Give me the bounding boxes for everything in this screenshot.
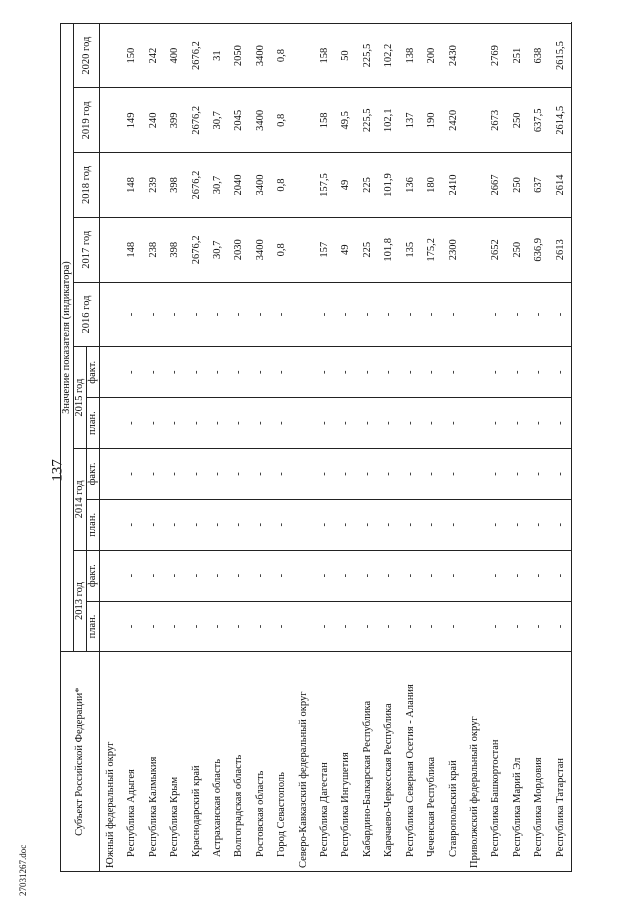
- table-row: [400, 22, 421, 872]
- region-name: Республика Ингушетия: [335, 652, 356, 872]
- value-cell-2019: 49,5: [335, 88, 356, 153]
- empty-dash-cell: -: [207, 282, 228, 347]
- region-name: Республика Северная Осетия - Алания: [400, 652, 421, 872]
- value-cell-2018: 2040: [228, 153, 249, 218]
- value-cell-2018: 180: [421, 153, 442, 218]
- empty-dash-cell: -: [421, 601, 442, 652]
- table-row: [121, 22, 142, 872]
- value-cell-2017: 2030: [228, 217, 249, 282]
- empty-dash-cell: -: [507, 601, 528, 652]
- empty-dash-cell: -: [164, 449, 185, 500]
- value-cell-2019: 2420: [443, 88, 464, 153]
- empty-dash-cell: -: [528, 601, 549, 652]
- table-row: [143, 22, 164, 872]
- empty-dash-cell: -: [485, 499, 506, 550]
- empty-dash-cell: -: [507, 398, 528, 449]
- empty-dash-cell: -: [271, 499, 292, 550]
- value-cell-2020: 225,5: [357, 23, 378, 88]
- value-cell-2019: 149: [121, 88, 142, 153]
- value-cell-2018: 3400: [250, 153, 271, 218]
- value-cell-2017: 2613: [550, 217, 572, 282]
- year-header-2018: 2018 год: [74, 153, 100, 218]
- empty-dash-cell: -: [528, 347, 549, 398]
- indicator-table: [60, 22, 572, 872]
- table-row: [550, 22, 572, 872]
- region-name: Республика Марий Эл: [507, 652, 528, 872]
- empty-dash-cell: -: [121, 398, 142, 449]
- year-header-2016: 2016 год: [74, 282, 100, 347]
- region-name: Республика Крым: [164, 652, 185, 872]
- value-cell-2019: 0,8: [271, 88, 292, 153]
- empty-dash-cell: -: [207, 601, 228, 652]
- empty-dash-cell: -: [121, 347, 142, 398]
- empty-dash-cell: -: [121, 499, 142, 550]
- footer-doc-code: 27031267.doc: [18, 844, 28, 896]
- value-cell-2020: 102,2: [378, 23, 399, 88]
- value-cell-2019: 102,1: [378, 88, 399, 153]
- empty-dash-cell: -: [528, 449, 549, 500]
- table-row: [378, 22, 399, 872]
- table-row: [485, 22, 506, 872]
- empty-dash-cell: -: [271, 601, 292, 652]
- empty-dash-cell: -: [228, 550, 249, 601]
- value-cell-2020: 2615,5: [550, 23, 572, 88]
- table-row: [228, 22, 249, 872]
- empty-dash-cell: -: [314, 398, 335, 449]
- empty-dash-cell: -: [250, 282, 271, 347]
- value-cell-2018: 157,5: [314, 153, 335, 218]
- empty-dash-cell: -: [207, 550, 228, 601]
- value-cell-2018: 49: [335, 153, 356, 218]
- value-cell-2018: 2410: [443, 153, 464, 218]
- empty-dash-cell: -: [378, 282, 399, 347]
- value-cell-2018: 2667: [485, 153, 506, 218]
- empty-dash-cell: -: [335, 347, 356, 398]
- empty-dash-cell: -: [335, 449, 356, 500]
- empty-dash-cell: -: [485, 347, 506, 398]
- empty-dash-cell: -: [121, 550, 142, 601]
- empty-dash-cell: -: [357, 550, 378, 601]
- empty-dash-cell: -: [550, 601, 572, 652]
- empty-dash-cell: -: [250, 601, 271, 652]
- empty-dash-cell: -: [207, 347, 228, 398]
- empty-dash-cell: -: [378, 499, 399, 550]
- value-cell-2018: 136: [400, 153, 421, 218]
- region-name: Кабардино-Балкарская Республика: [357, 652, 378, 872]
- empty-dash-cell: -: [443, 601, 464, 652]
- table-row: [207, 22, 228, 872]
- value-cell-2020: 200: [421, 23, 442, 88]
- empty-dash-cell: -: [507, 347, 528, 398]
- value-cell-2017: 398: [164, 217, 185, 282]
- district-row: [464, 22, 485, 872]
- empty-dash-cell: -: [250, 347, 271, 398]
- empty-dash-cell: -: [335, 499, 356, 550]
- empty-dash-cell: -: [421, 550, 442, 601]
- table-row: [186, 22, 207, 872]
- value-cell-2018: 0,8: [271, 153, 292, 218]
- year-header-2014: 2014 год: [74, 449, 87, 551]
- empty-dash-cell: -: [207, 449, 228, 500]
- empty-dash-cell: -: [207, 398, 228, 449]
- empty-dash-cell: -: [421, 449, 442, 500]
- empty-dash-cell: -: [550, 398, 572, 449]
- value-cell-2019: 2673: [485, 88, 506, 153]
- value-cell-2017: 30,7: [207, 217, 228, 282]
- value-cell-2017: 250: [507, 217, 528, 282]
- empty-dash-cell: -: [164, 499, 185, 550]
- value-cell-2017: 225: [357, 217, 378, 282]
- value-cell-2020: 242: [143, 23, 164, 88]
- region-name: Республика Мордовия: [528, 652, 549, 872]
- value-cell-2020: 50: [335, 23, 356, 88]
- table-body: [100, 22, 572, 872]
- empty-dash-cell: -: [121, 601, 142, 652]
- table-row: [250, 22, 271, 872]
- value-cell-2019: 3400: [250, 88, 271, 153]
- empty-dash-cell: -: [228, 347, 249, 398]
- value-cell-2018: 637: [528, 153, 549, 218]
- empty-dash-cell: -: [186, 550, 207, 601]
- value-cell-2019: 190: [421, 88, 442, 153]
- region-name: Краснодарский край: [186, 652, 207, 872]
- empty-dash-cell: -: [421, 282, 442, 347]
- value-cell-2017: 101,8: [378, 217, 399, 282]
- empty-dash-cell: -: [378, 449, 399, 500]
- empty-dash-cell: -: [271, 550, 292, 601]
- empty-dash-cell: -: [207, 499, 228, 550]
- value-cell-2018: 148: [121, 153, 142, 218]
- value-cell-2019: 240: [143, 88, 164, 153]
- empty-dash-cell: -: [186, 282, 207, 347]
- empty-dash-cell: -: [485, 449, 506, 500]
- empty-dash-cell: -: [228, 449, 249, 500]
- region-name: Чеченская Республика: [421, 652, 442, 872]
- empty-dash-cell: -: [400, 282, 421, 347]
- empty-dash-cell: -: [550, 449, 572, 500]
- empty-dash-cell: -: [335, 601, 356, 652]
- value-cell-2019: 2045: [228, 88, 249, 153]
- empty-dash-cell: -: [186, 449, 207, 500]
- empty-dash-cell: -: [443, 499, 464, 550]
- district-name: Приволжский федеральный округ: [464, 652, 485, 872]
- value-cell-2018: 30,7: [207, 153, 228, 218]
- empty-dash-cell: -: [421, 499, 442, 550]
- empty-dash-cell: -: [378, 398, 399, 449]
- empty-dash-cell: -: [528, 550, 549, 601]
- value-cell-2020: 2676,2: [186, 23, 207, 88]
- empty-dash-cell: -: [357, 347, 378, 398]
- empty-dash-cell: -: [271, 449, 292, 500]
- empty-dash-cell: -: [314, 601, 335, 652]
- value-group-header: Значение показателя (индикатора): [61, 23, 74, 652]
- empty-dash-cell: -: [400, 347, 421, 398]
- value-cell-2017: 148: [121, 217, 142, 282]
- district-row: [293, 22, 314, 872]
- subject-column-header: Субъект Российской Федерации*: [61, 652, 100, 872]
- empty-dash-cell: -: [507, 449, 528, 500]
- empty-dash-cell: -: [528, 499, 549, 550]
- empty-dash-cell: -: [335, 398, 356, 449]
- empty-dash-cell: -: [186, 398, 207, 449]
- fact-header: факт.: [87, 347, 100, 398]
- empty-dash-cell: -: [507, 550, 528, 601]
- empty-dash-cell: -: [186, 499, 207, 550]
- empty-dash-cell: -: [443, 282, 464, 347]
- empty-dash-cell: -: [250, 499, 271, 550]
- value-cell-2018: 2614: [550, 153, 572, 218]
- empty-dash-cell: -: [443, 347, 464, 398]
- empty-dash-cell: -: [271, 398, 292, 449]
- empty-dash-cell: -: [250, 449, 271, 500]
- empty-dash-cell: -: [378, 347, 399, 398]
- empty-dash-cell: -: [550, 282, 572, 347]
- empty-dash-cell: -: [507, 282, 528, 347]
- empty-dash-cell: -: [164, 282, 185, 347]
- empty-dash-cell: -: [143, 347, 164, 398]
- value-cell-2017: 238: [143, 217, 164, 282]
- value-cell-2017: 157: [314, 217, 335, 282]
- value-cell-2017: 636,9: [528, 217, 549, 282]
- empty-dash-cell: -: [400, 550, 421, 601]
- region-name: Ставропольский край: [443, 652, 464, 872]
- value-cell-2020: 251: [507, 23, 528, 88]
- empty-dash-cell: -: [314, 550, 335, 601]
- empty-dash-cell: -: [378, 601, 399, 652]
- empty-dash-cell: -: [143, 449, 164, 500]
- empty-dash-cell: -: [550, 347, 572, 398]
- plan-header: план.: [87, 499, 100, 550]
- value-cell-2018: 239: [143, 153, 164, 218]
- value-cell-2017: 175,2: [421, 217, 442, 282]
- empty-dash-cell: -: [443, 398, 464, 449]
- empty-dash-cell: -: [357, 282, 378, 347]
- plan-header: план.: [87, 601, 100, 652]
- empty-dash-cell: -: [314, 449, 335, 500]
- empty-dash-cell: -: [485, 550, 506, 601]
- value-cell-2017: 3400: [250, 217, 271, 282]
- table-row: [164, 22, 185, 872]
- empty-dash-cell: -: [228, 499, 249, 550]
- empty-dash-cell: -: [121, 449, 142, 500]
- table-row: [528, 22, 549, 872]
- value-cell-2018: 225: [357, 153, 378, 218]
- table-row: [443, 22, 464, 872]
- empty-dash-cell: -: [228, 398, 249, 449]
- value-cell-2019: 399: [164, 88, 185, 153]
- value-cell-2019: 137: [400, 88, 421, 153]
- year-header-2019: 2019 год: [74, 88, 100, 153]
- region-name: Республика Башкортостан: [485, 652, 506, 872]
- region-name: Астраханская область: [207, 652, 228, 872]
- empty-dash-cell: -: [314, 499, 335, 550]
- value-cell-2019: 637,5: [528, 88, 549, 153]
- empty-dash-cell: -: [485, 398, 506, 449]
- empty-dash-cell: -: [421, 347, 442, 398]
- value-cell-2020: 31: [207, 23, 228, 88]
- value-cell-2019: 158: [314, 88, 335, 153]
- empty-dash-cell: -: [164, 550, 185, 601]
- empty-dash-cell: -: [143, 601, 164, 652]
- value-cell-2019: 2614,5: [550, 88, 572, 153]
- table-row: [507, 22, 528, 872]
- fact-header: факт.: [87, 550, 100, 601]
- year-header-2020: 2020 год: [74, 23, 100, 88]
- region-name: Республика Татарстан: [550, 652, 572, 872]
- value-cell-2020: 150: [121, 23, 142, 88]
- empty-dash-cell: -: [485, 601, 506, 652]
- empty-dash-cell: -: [143, 398, 164, 449]
- empty-dash-cell: -: [186, 347, 207, 398]
- empty-dash-cell: -: [507, 499, 528, 550]
- empty-dash-cell: -: [250, 398, 271, 449]
- district-name: Южный федеральный округ: [100, 652, 122, 872]
- empty-dash-cell: -: [528, 282, 549, 347]
- region-name: Республика Калмыкия: [143, 652, 164, 872]
- empty-dash-cell: -: [271, 347, 292, 398]
- value-cell-2020: 158: [314, 23, 335, 88]
- value-cell-2018: 398: [164, 153, 185, 218]
- table-row: [335, 22, 356, 872]
- empty-dash-cell: -: [314, 282, 335, 347]
- fact-header: факт.: [87, 449, 100, 500]
- empty-dash-cell: -: [357, 398, 378, 449]
- empty-dash-cell: -: [443, 550, 464, 601]
- value-cell-2019: 225,5: [357, 88, 378, 153]
- empty-dash-cell: -: [335, 282, 356, 347]
- value-cell-2019: 30,7: [207, 88, 228, 153]
- value-cell-2020: 138: [400, 23, 421, 88]
- empty-dash-cell: -: [143, 499, 164, 550]
- empty-dash-cell: -: [228, 601, 249, 652]
- empty-dash-cell: -: [421, 398, 442, 449]
- value-cell-2020: 638: [528, 23, 549, 88]
- empty-dash-cell: -: [271, 282, 292, 347]
- region-name: Город Севастополь: [271, 652, 292, 872]
- year-header-2015: 2015 год: [74, 347, 87, 449]
- value-cell-2020: 400: [164, 23, 185, 88]
- value-cell-2020: 0,8: [271, 23, 292, 88]
- year-header-2017: 2017 год: [74, 217, 100, 282]
- value-cell-2019: 2676,2: [186, 88, 207, 153]
- value-cell-2018: 101,9: [378, 153, 399, 218]
- empty-dash-cell: -: [186, 601, 207, 652]
- table-row: [314, 22, 335, 872]
- district-name: Северо-Кавказский федеральный округ: [293, 652, 314, 872]
- table-row: [421, 22, 442, 872]
- value-cell-2020: 2430: [443, 23, 464, 88]
- empty-dash-cell: -: [164, 347, 185, 398]
- region-name: Ростовская область: [250, 652, 271, 872]
- empty-dash-cell: -: [485, 282, 506, 347]
- value-cell-2017: 2652: [485, 217, 506, 282]
- empty-dash-cell: -: [357, 601, 378, 652]
- region-name: Волгоградская область: [228, 652, 249, 872]
- plan-header: план.: [87, 398, 100, 449]
- table-row: [357, 22, 378, 872]
- empty-dash-cell: -: [250, 550, 271, 601]
- empty-dash-cell: -: [400, 601, 421, 652]
- table-row: [271, 22, 292, 872]
- empty-dash-cell: -: [528, 398, 549, 449]
- empty-dash-cell: -: [164, 398, 185, 449]
- value-cell-2020: 2050: [228, 23, 249, 88]
- empty-dash-cell: -: [143, 550, 164, 601]
- value-cell-2018: 250: [507, 153, 528, 218]
- year-header-2013: 2013 год: [74, 550, 87, 652]
- empty-dash-cell: -: [357, 499, 378, 550]
- value-cell-2017: 2300: [443, 217, 464, 282]
- empty-dash-cell: -: [400, 449, 421, 500]
- region-name: Карачаево-Черкесская Республика: [378, 652, 399, 872]
- rotated-table-container: [60, 20, 620, 872]
- value-cell-2017: 2676,2: [186, 217, 207, 282]
- value-cell-2017: 135: [400, 217, 421, 282]
- region-name: Республика Дагестан: [314, 652, 335, 872]
- empty-dash-cell: -: [335, 550, 356, 601]
- empty-dash-cell: -: [164, 601, 185, 652]
- district-row: [100, 22, 122, 872]
- value-cell-2018: 2676,2: [186, 153, 207, 218]
- value-cell-2017: 0,8: [271, 217, 292, 282]
- empty-dash-cell: -: [378, 550, 399, 601]
- empty-dash-cell: -: [357, 449, 378, 500]
- empty-dash-cell: -: [400, 398, 421, 449]
- value-cell-2020: 3400: [250, 23, 271, 88]
- empty-dash-cell: -: [121, 282, 142, 347]
- empty-dash-cell: -: [443, 449, 464, 500]
- region-name: Республика Адыгея: [121, 652, 142, 872]
- page-number: 137: [49, 459, 66, 482]
- value-cell-2020: 2769: [485, 23, 506, 88]
- value-cell-2017: 49: [335, 217, 356, 282]
- empty-dash-cell: -: [143, 282, 164, 347]
- empty-dash-cell: -: [550, 499, 572, 550]
- empty-dash-cell: -: [550, 550, 572, 601]
- value-cell-2019: 250: [507, 88, 528, 153]
- empty-dash-cell: -: [228, 282, 249, 347]
- empty-dash-cell: -: [314, 347, 335, 398]
- empty-dash-cell: -: [400, 499, 421, 550]
